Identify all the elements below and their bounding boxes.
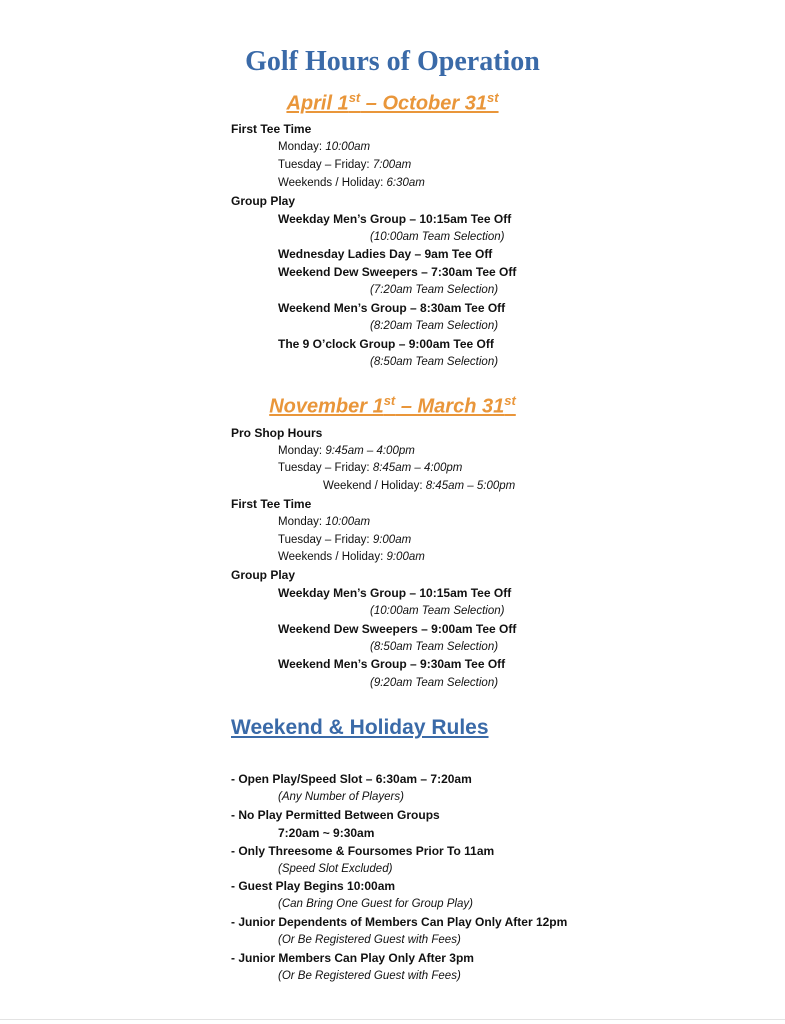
summer-group-name: Weekend Men’s Group – 8:30am Tee Off — [278, 301, 506, 315]
page-title: Golf Hours of Operation — [245, 46, 540, 77]
winter-first-tee-row: Monday: 10:00am — [278, 516, 371, 528]
winter-pro-shop-row: Weekend / Holiday: 8:45am – 5:00pm — [323, 480, 516, 492]
summer-group-name: The 9 O’clock Group – 9:00am Tee Off — [278, 337, 494, 351]
winter-first-tee-row: Weekends / Holiday: 9:00am — [278, 551, 425, 563]
winter-season-heading: November 1st – March 31st — [269, 393, 516, 418]
winter-pro-shop-row: Tuesday – Friday: 8:45am – 4:00pm — [278, 462, 463, 474]
rule-item: - Junior Members Can Play Only After 3pm — [231, 951, 474, 965]
summer-group-name: Weekend Dew Sweepers – 7:30am Tee Off — [278, 265, 517, 279]
winter-first-tee-heading: First Tee Time — [231, 497, 312, 511]
rule-note: (Any Number of Players) — [278, 791, 404, 803]
winter-group-note: (9:20am Team Selection) — [370, 677, 499, 689]
rule-note: (Speed Slot Excluded) — [278, 863, 393, 875]
winter-group-name: Weekday Men’s Group – 10:15am Tee Off — [278, 586, 512, 600]
rule-item: - No Play Permitted Between Groups — [231, 808, 440, 822]
summer-group-note: (8:50am Team Selection) — [370, 356, 499, 368]
winter-pro-shop-row: Monday: 9:45am – 4:00pm — [278, 445, 415, 457]
rule-note: (Or Be Registered Guest with Fees) — [278, 970, 461, 982]
summer-group-name: Wednesday Ladies Day – 9am Tee Off — [278, 247, 493, 261]
summer-first-tee-heading: First Tee Time — [231, 122, 312, 136]
rule-item: - Guest Play Begins 10:00am — [231, 879, 396, 893]
winter-first-tee-row: Tuesday – Friday: 9:00am — [278, 534, 412, 546]
summer-season-heading: April 1st – October 31st — [286, 90, 499, 115]
summer-group-play-heading: Group Play — [231, 194, 296, 208]
winter-group-note: (10:00am Team Selection) — [370, 605, 505, 617]
winter-pro-shop-heading: Pro Shop Hours — [231, 426, 323, 440]
summer-group-note: (7:20am Team Selection) — [370, 284, 499, 296]
rule-item: - Junior Dependents of Members Can Play Only After 12pm — [231, 915, 568, 929]
page-bottom-divider — [0, 1019, 785, 1020]
summer-group-note: (8:20am Team Selection) — [370, 320, 499, 332]
rule-item: - Open Play/Speed Slot – 6:30am – 7:20am — [231, 772, 472, 786]
winter-group-name: Weekend Men’s Group – 9:30am Tee Off — [278, 657, 506, 671]
summer-first-tee-row: Monday: 10:00am — [278, 141, 371, 153]
winter-group-note: (8:50am Team Selection) — [370, 641, 499, 653]
rule-note: (Can Bring One Guest for Group Play) — [278, 898, 473, 910]
rule-item: - Only Threesome & Foursomes Prior To 11am — [231, 844, 495, 858]
rule-note: 7:20am ~ 9:30am — [278, 826, 375, 840]
summer-first-tee-row: Weekends / Holiday: 6:30am — [278, 177, 425, 189]
summer-group-note: (10:00am Team Selection) — [370, 231, 505, 243]
summer-group-name: Weekday Men’s Group – 10:15am Tee Off — [278, 212, 512, 226]
winter-group-play-heading: Group Play — [231, 568, 296, 582]
winter-group-name: Weekend Dew Sweepers – 9:00am Tee Off — [278, 622, 517, 636]
summer-first-tee-row: Tuesday – Friday: 7:00am — [278, 159, 412, 171]
rules-heading: Weekend & Holiday Rules — [231, 716, 489, 739]
rule-note: (Or Be Registered Guest with Fees) — [278, 934, 461, 946]
